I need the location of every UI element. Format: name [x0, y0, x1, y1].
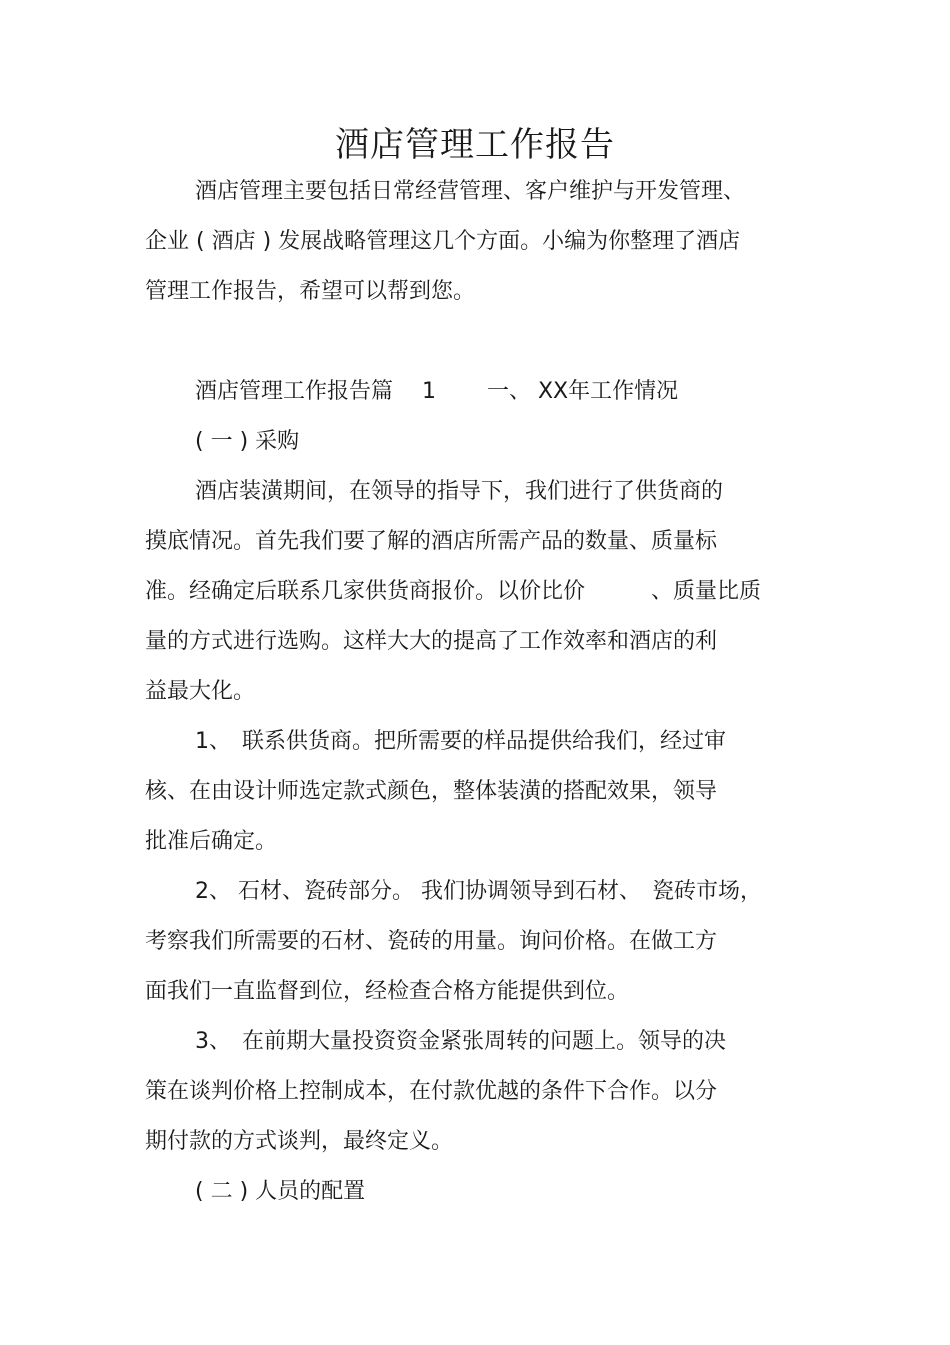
- intro-line-1: 酒店管理主要包括日常经营管理、客户维护与开发管理、: [195, 179, 746, 204]
- paragraph-line: 益最大化。: [145, 679, 256, 704]
- subsection-heading-procurement: ( 一 ) 采购: [195, 429, 300, 454]
- document-title: 酒店管理工作报告: [335, 125, 615, 165]
- list-item-2-line: 2、 石材、瓷砖部分。 我们协调领导到石材、 瓷砖市场，: [195, 879, 762, 904]
- list-item-1-line: 批准后确定。: [145, 829, 278, 854]
- list-item-1-line: 核、在由设计师选定款式颜色，整体装潢的搭配效果，领导: [145, 779, 718, 804]
- paragraph-line: 摸底情况。首先我们要了解的酒店所需产品的数量、质量标: [145, 529, 718, 554]
- subsection-heading-staffing: ( 二 ) 人员的配置: [195, 1179, 366, 1204]
- list-item-3-line: 3、 在前期大量投资资金紧张周转的问题上。领导的决: [195, 1029, 726, 1054]
- section-heading: 酒店管理工作报告篇 1 一、 XX年工作情况: [195, 379, 679, 404]
- intro-line-3: 管理工作报告，希望可以帮到您。: [145, 279, 476, 304]
- paragraph-line: 酒店装潢期间，在领导的指导下，我们进行了供货商的: [195, 479, 724, 504]
- paragraph-line: 准。经确定后联系几家供货商报价。以价比价 、质量比质: [145, 579, 762, 604]
- list-item-2-line: 面我们一直监督到位，经检查合格方能提供到位。: [145, 979, 630, 1004]
- list-item-3-line: 策在谈判价格上控制成本，在付款优越的条件下合作。以分: [145, 1079, 718, 1104]
- list-item-1-line: 1、 联系供货商。把所需要的样品提供给我们，经过审: [195, 729, 726, 754]
- paragraph-line: 量的方式进行选购。这样大大的提高了工作效率和酒店的利: [145, 629, 718, 654]
- intro-line-2: 企业 ( 酒店 ) 发展战略管理这几个方面。小编为你整理了酒店: [145, 229, 741, 254]
- list-item-3-line: 期付款的方式谈判，最终定义。: [145, 1129, 454, 1154]
- list-item-2-line: 考察我们所需要的石材、瓷砖的用量。询问价格。在做工方: [145, 929, 718, 954]
